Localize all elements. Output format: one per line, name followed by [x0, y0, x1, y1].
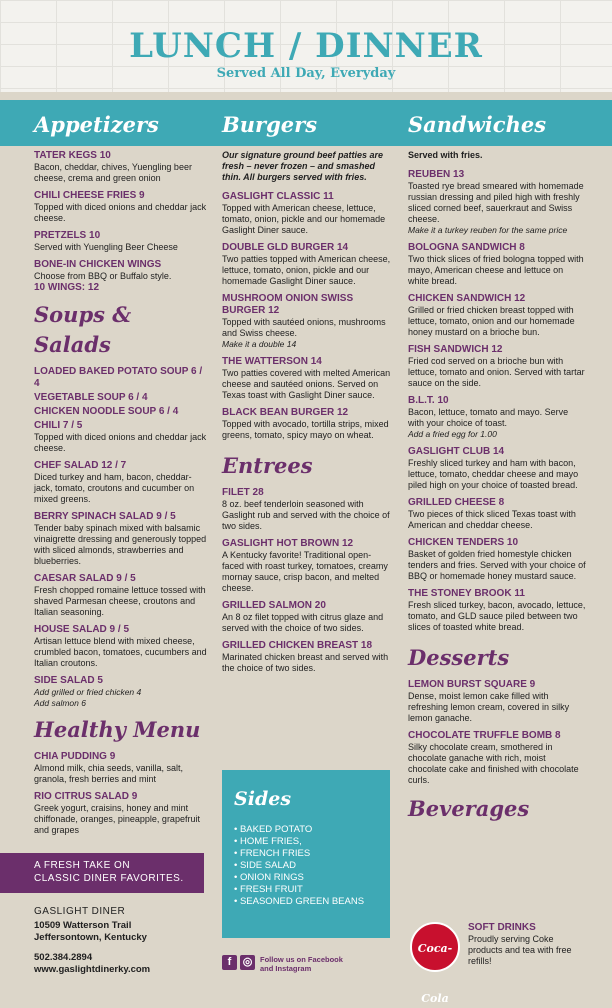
side-item: • BAKED POTATO [234, 824, 313, 835]
item-desc: Fresh sliced turkey, bacon, avocado, lettuce, tomato, and GLD sauce piled between two slices of toasted white bread. [408, 600, 586, 632]
menu-item [222, 407, 392, 441]
item-price: 10 WINGS: 12 [34, 282, 100, 293]
item-desc: Marinated chicken breast and served with the choice of two sides. [222, 652, 389, 673]
item-desc: Bacon, cheddar, chives, Yuengling beer cheese, crema and green onion [34, 162, 192, 183]
menu-item [34, 573, 210, 618]
item-note: Add grilled or fried chicken 4 [34, 687, 142, 697]
menu-item [34, 420, 210, 454]
section-title-sandwiches: Sandwiches [408, 112, 547, 137]
item-name: BONE-IN CHICKEN WINGS [34, 259, 162, 270]
item-name: LEMON BURST SQUARE 9 [408, 679, 536, 690]
menu-item [34, 392, 210, 404]
item-name: CAESAR SALAD 9 / 5 [34, 573, 136, 584]
item-desc: Topped with American cheese, lettuce, tomato, onion, pickle and our homemade Gaslight Diner sauce. [222, 203, 386, 235]
section-title-burgers: Burgers [222, 112, 318, 137]
social-line: and Instagram [260, 964, 312, 973]
item-name: PRETZELS 10 [34, 230, 101, 241]
menu-item [222, 191, 392, 236]
section-title-healthy-menu: Healthy Menu [34, 717, 201, 742]
item-desc: Tender baby spinach mixed with balsamic vinaigrette dressing and generously topped with sliced almonds, strawberries and blueberries. [34, 523, 207, 566]
burgers-intro: Our signature ground beef patties are fresh – never frozen – and smashed thin. All burgers served with fries. [222, 150, 384, 182]
section-title-desserts: Desserts [408, 645, 510, 670]
item-desc: 8 oz. beef tenderloin seasoned with Gaslight rub and served with the choice of two sides. [222, 499, 390, 531]
social-line: Follow us on Facebook [260, 955, 343, 964]
item-note: Make it a turkey reuben for the same price [408, 225, 568, 235]
sides-box [222, 770, 390, 938]
restaurant-name: GASLIGHT DINER [34, 906, 126, 917]
menu-item [34, 751, 210, 785]
item-desc: Fresh chopped romaine lettuce tossed with shaved Parmesan cheese, croutons and Italian seasoning. [34, 585, 206, 617]
item-name: GRILLED SALMON 20 [222, 600, 326, 611]
column-middle [222, 110, 392, 680]
sides-list [234, 824, 378, 908]
item-name: LOADED BAKED POTATO SOUP 6 / 4 [34, 366, 203, 389]
item-name: B.L.T. 10 [408, 395, 449, 406]
item-name: THE WATTERSON 14 [222, 356, 322, 367]
address-line: Jeffersontown, Kentucky [34, 932, 147, 943]
item-note: Add a fried egg for 1.00 [408, 429, 497, 439]
menu-item [222, 293, 392, 350]
item-name: GASLIGHT CLASSIC 11 [222, 191, 334, 202]
menu-item [408, 446, 586, 491]
page-title: LUNCH / DINNER [129, 26, 483, 66]
item-note: Make it a double 14 [222, 339, 297, 349]
menu-item [408, 242, 586, 287]
item-name: SOFT DRINKS [468, 922, 536, 933]
tagline-line: CLASSIC DINER FAVORITES. [34, 873, 184, 884]
item-name: MUSHROOM ONION SWISS BURGER 12 [222, 293, 354, 316]
tagline-banner [0, 853, 204, 893]
item-desc: Grilled or fried chicken breast topped with lettuce, tomato, onion and our homemade honey mustard on a brioche bun. [408, 305, 575, 337]
menu-item [34, 675, 210, 709]
item-desc: Two patties topped with American cheese, lettuce, tomato, onion, pickle and our homemade Gaslight Diner sauce. [222, 254, 391, 286]
item-name: CHIA PUDDING 9 [34, 751, 116, 762]
item-desc: Fried cod served on a brioche bun with lettuce, tomato and onion. Served with tartar sauce on the side. [408, 356, 585, 388]
menu-item [34, 230, 210, 253]
contact-info [34, 905, 204, 976]
menu-item [34, 406, 210, 418]
item-desc: Toasted rye bread smeared with homemade russian dressing and piled high with freshly sliced corned beef, sauerkraut and Swiss cheese. [408, 181, 584, 224]
item-name: CHICKEN SANDWICH 12 [408, 293, 526, 304]
item-name: GASLIGHT CLUB 14 [408, 446, 505, 457]
item-desc: An 8 oz filet topped with citrus glaze and served with the choice of two sides. [222, 612, 384, 633]
instagram-icon[interactable]: ◎ [240, 955, 255, 970]
section-title-soups-salads: Soups & Salads [34, 302, 132, 357]
facebook-icon[interactable]: f [222, 955, 237, 970]
item-desc: Dense, moist lemon cake filled with refreshing lemon cream, covered in silky lemon ganache. [408, 691, 570, 723]
website-link[interactable]: www.gaslightdinerky.com [34, 964, 151, 975]
item-name: CHICKEN TENDERS 10 [408, 537, 519, 548]
menu-item [34, 150, 210, 184]
item-desc: Artisan lettuce blend with mixed cheese, crumbled bacon, tomatoes, cucumbers and Italian croutons. [34, 636, 207, 668]
tagline-line: A FRESH TAKE ON [34, 860, 131, 871]
column-left [34, 110, 210, 842]
item-desc: A Kentucky favorite! Traditional open-faced with roast turkey, tomatoes, creamy mornay sauce, crisp bacon, and melted cheese. [222, 550, 388, 593]
side-item: • FRESH FRUIT [234, 884, 303, 895]
social-caption [260, 955, 343, 973]
menu-item [408, 730, 586, 786]
menu-item [34, 366, 210, 390]
side-item: • SEASONED GREEN BEANS [234, 896, 365, 907]
item-desc: Greek yogurt, craisins, honey and mint chiffonade, oranges, pineapple, grapefruit and grapes [34, 803, 200, 835]
item-name: BERRY SPINACH SALAD 9 / 5 [34, 511, 176, 522]
item-name: CHILI CHEESE FRIES 9 [34, 190, 145, 201]
item-desc: Topped with avocado, tortilla strips, mixed greens, tomato, spicy mayo on wheat. [222, 419, 389, 440]
item-desc: Topped with diced onions and cheddar jack cheese. [34, 202, 207, 223]
social-links [222, 955, 392, 975]
menu-item [408, 497, 586, 531]
item-name: THE STONEY BROOK 11 [408, 588, 525, 599]
menu-item [34, 259, 210, 294]
item-name: TATER KEGS 10 [34, 150, 111, 161]
item-note: Add salmon 6 [34, 698, 86, 708]
item-desc: Proudly serving Coke products and tea with free refills! [468, 934, 572, 966]
section-title-entrees: Entrees [222, 453, 313, 478]
item-desc: Bacon, lettuce, tomato and mayo. Serve with your choice of toast. [408, 407, 569, 428]
menu-item [408, 169, 586, 236]
side-item: • ONION RINGS [234, 872, 304, 883]
menu-item [222, 538, 392, 594]
menu-item [222, 487, 392, 532]
menu-item [408, 588, 586, 633]
item-name: RIO CITRUS SALAD 9 [34, 791, 138, 802]
menu-item [222, 640, 392, 674]
menu-item [222, 356, 392, 401]
section-title-sides: Sides [234, 788, 292, 810]
side-item: • FRENCH FRIES [234, 848, 311, 859]
menu-item [408, 395, 586, 440]
phone-number[interactable]: 502.384.2894 [34, 952, 93, 963]
item-name: CHICKEN NOODLE SOUP 6 / 4 [34, 406, 179, 417]
item-desc: Served with Yuengling Beer Cheese [34, 242, 178, 252]
item-desc: Topped with sautéed onions, mushrooms and Swiss cheese. [222, 317, 386, 338]
item-name: CHEF SALAD 12 / 7 [34, 460, 127, 471]
item-desc: Almond milk, chia seeds, vanilla, salt, granola, fresh berries and mint [34, 763, 184, 784]
item-name: REUBEN 13 [408, 169, 465, 180]
item-name: FILET 28 [222, 487, 264, 498]
menu-item [34, 624, 210, 669]
beverage-item [468, 922, 588, 967]
address-line: 10509 Watterson Trail [34, 920, 132, 931]
section-title-appetizers: Appetizers [34, 112, 159, 137]
item-name: SIDE SALAD 5 [34, 675, 103, 686]
item-name: CHILI 7 / 5 [34, 420, 83, 431]
item-name: GASLIGHT HOT BROWN 12 [222, 538, 354, 549]
item-name: FISH SANDWICH 12 [408, 344, 503, 355]
sandwiches-intro: Served with fries. [408, 150, 483, 160]
item-name: GRILLED CHEESE 8 [408, 497, 505, 508]
menu-item [408, 344, 586, 389]
side-item: • HOME FRIES, [234, 836, 302, 847]
item-name: BLACK BEAN BURGER 12 [222, 407, 349, 418]
column-right [408, 110, 586, 830]
item-desc: Choose from BBQ or Buffalo style. [34, 271, 172, 281]
menu-item [34, 511, 210, 567]
item-name: BOLOGNA SANDWICH 8 [408, 242, 525, 253]
item-desc: Two patties covered with melted American cheese and sautéed onions. Served on Texas toast with Gaslight Diner sauce. [222, 368, 391, 400]
section-title-beverages: Beverages [408, 796, 530, 821]
item-desc: Two thick slices of fried bologna topped with mayo, American cheese and lettuce on white bread. [408, 254, 584, 286]
menu-item [34, 791, 210, 836]
coca-cola-logo-icon: Coca-Cola [410, 922, 460, 972]
menu-item [222, 242, 392, 287]
item-name: VEGETABLE SOUP 6 / 4 [34, 392, 148, 403]
menu-item [408, 537, 586, 582]
item-name: CHOCOLATE TRUFFLE BOMB 8 [408, 730, 561, 741]
menu-item [408, 679, 586, 724]
item-desc: Two pieces of thick sliced Texas toast with American and cheddar cheese. [408, 509, 576, 530]
item-desc: Silky chocolate cream, smothered in chocolate ganache with rich, moist chocolate cake and finished with chocolate curls. [408, 742, 579, 785]
item-desc: Freshly sliced turkey and ham with bacon, lettuce, tomato, cheddar cheese and mayo piled high on your choice of toasted bread. [408, 458, 579, 490]
item-desc: Diced turkey and ham, bacon, cheddar-jack, tomato, croutons and cucumber on mixed greens. [34, 472, 195, 504]
item-desc: Basket of golden fried homestyle chicken tenders and fries. Served with your choice of BBQ or homemade honey mustard sauce. [408, 549, 586, 581]
item-name: DOUBLE GLD BURGER 14 [222, 242, 349, 253]
menu-item [34, 460, 210, 505]
page-subtitle: Served All Day, Everyday [216, 66, 396, 81]
item-name: GRILLED CHICKEN BREAST 18 [222, 640, 373, 651]
item-desc: Topped with diced onions and cheddar jack cheese. [34, 432, 207, 453]
menu-item [222, 600, 392, 634]
menu-item [34, 190, 210, 224]
item-name: HOUSE SALAD 9 / 5 [34, 624, 130, 635]
side-item: • SIDE SALAD [234, 860, 296, 871]
menu-item [408, 293, 586, 338]
